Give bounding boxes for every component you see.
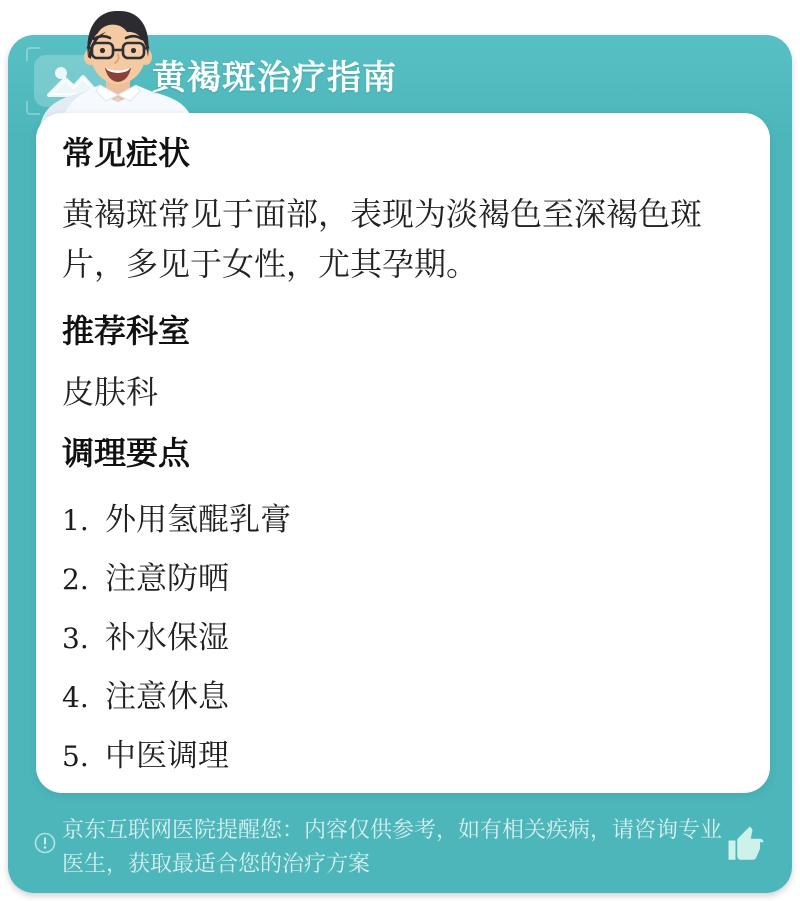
- care-list: [62, 499, 744, 778]
- list-number: 5.: [62, 740, 89, 773]
- disclaimer-line: 医生，获取最适合您的治疗方案: [62, 851, 371, 876]
- list-number: 2.: [62, 563, 89, 596]
- disclaimer-line: 京东互联网医院提醒您：内容仅供参考，如有相关疾病，请咨询专业: [62, 817, 723, 842]
- page-title: 黄褐斑治疗指南: [152, 59, 397, 97]
- list-item: [62, 735, 744, 778]
- list-item-label: 补水保湿: [105, 620, 229, 655]
- list-number: 3.: [62, 622, 89, 655]
- section-heading-symptoms: 常见症状: [62, 135, 191, 171]
- list-item-label: 外用氢醌乳膏: [105, 502, 291, 537]
- list-item: [62, 617, 744, 660]
- thumbs-up-icon[interactable]: [725, 823, 767, 865]
- list-item-label: 注意防晒: [105, 561, 229, 596]
- list-item: [62, 676, 744, 719]
- symptoms-text: 黄褐斑常见于面部，表现为淡褐色至深褐色斑片，多见于女性，尤其孕期。: [62, 196, 703, 282]
- list-item: [62, 499, 744, 542]
- list-item: [62, 558, 744, 601]
- list-item-label: 注意休息: [105, 679, 229, 714]
- list-number: 4.: [62, 681, 89, 714]
- list-item-label: 中医调理: [105, 738, 229, 773]
- section-heading-department: 推荐科室: [62, 313, 191, 349]
- section-heading-care: 调理要点: [62, 435, 191, 471]
- department-text: 皮肤科: [62, 374, 159, 410]
- info-icon: [33, 831, 57, 855]
- list-number: 1.: [62, 504, 89, 537]
- content-card: [36, 113, 770, 793]
- disclaimer-text: [62, 813, 738, 881]
